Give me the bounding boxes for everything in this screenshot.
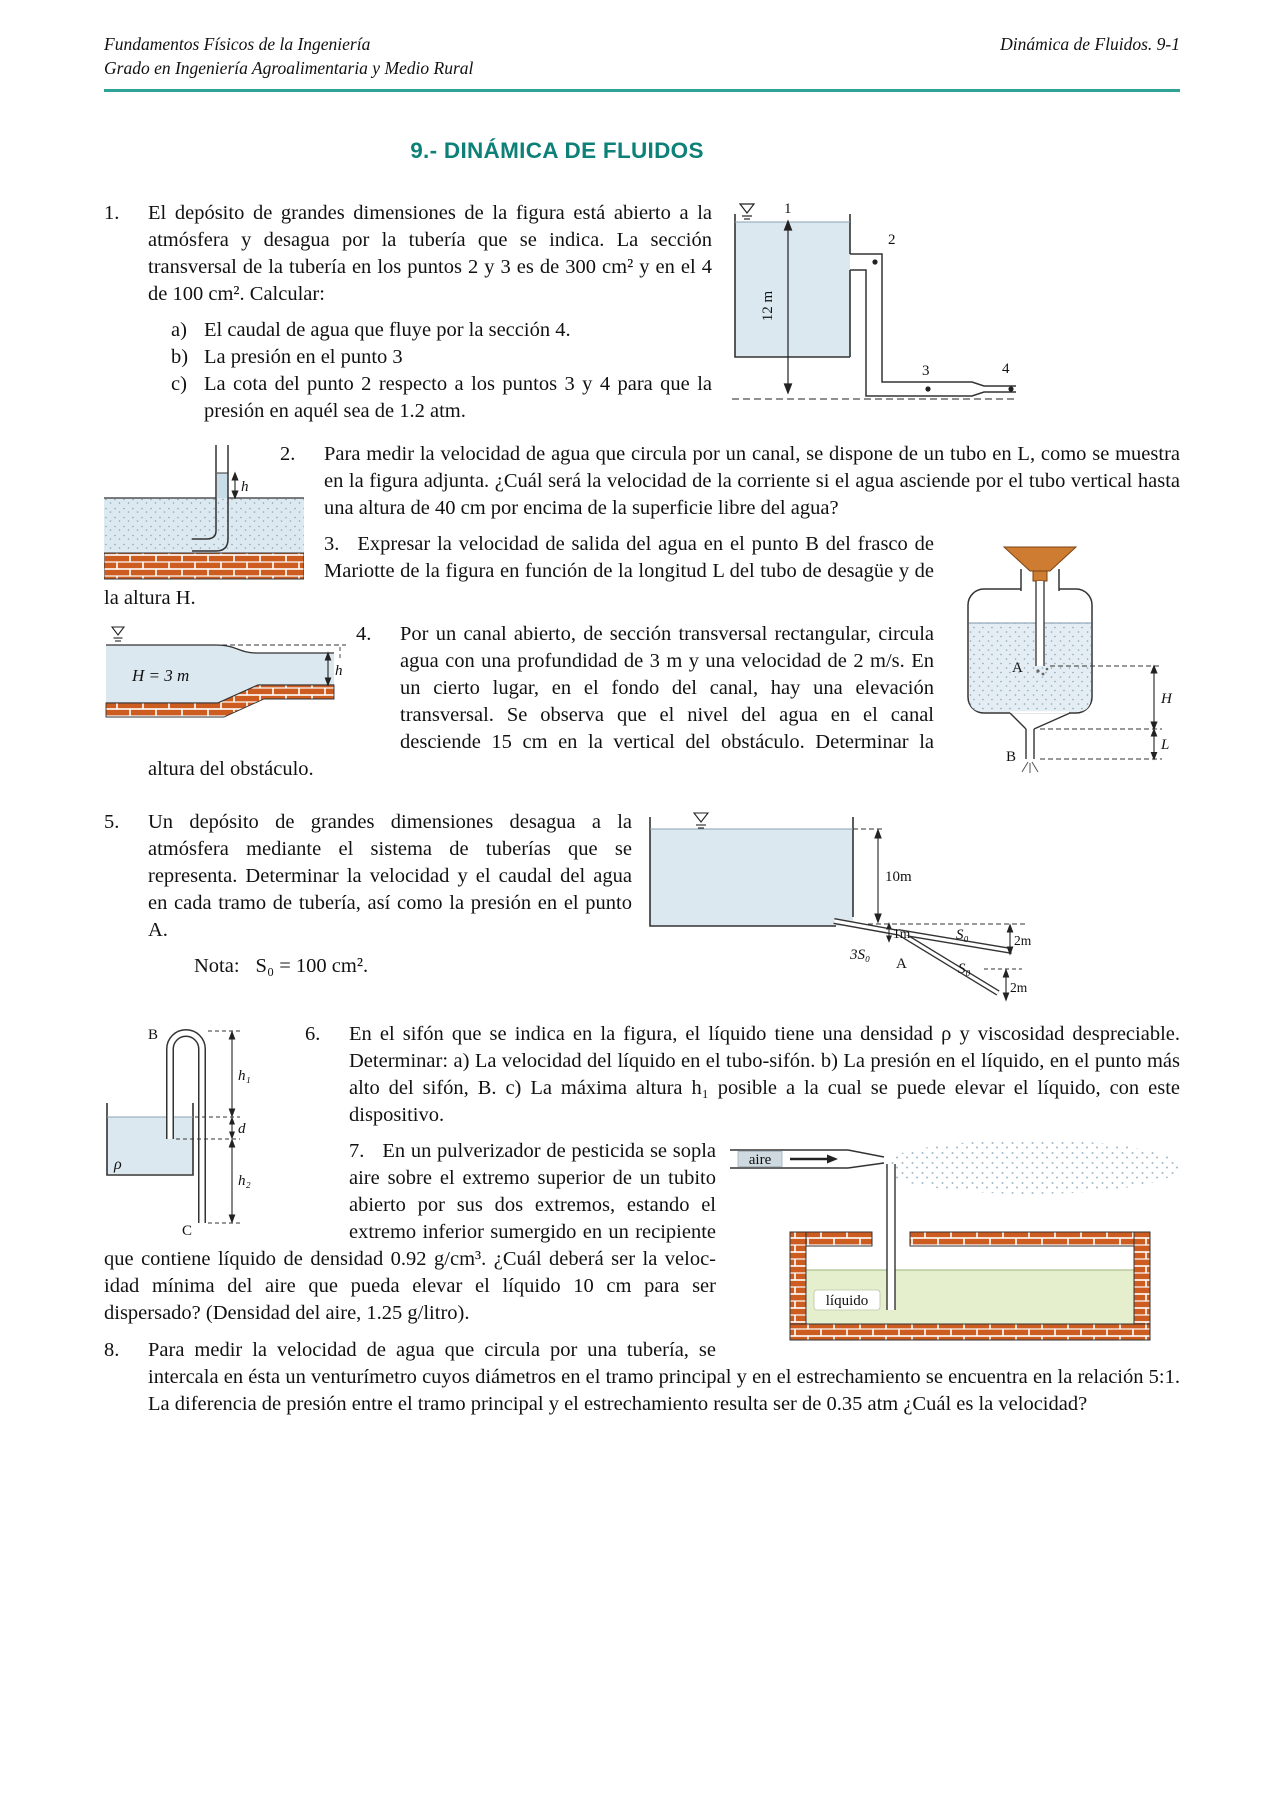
header-left bbox=[104, 32, 473, 80]
problem-3-number: 3. bbox=[324, 533, 340, 556]
outflow-spray bbox=[1022, 762, 1038, 773]
problem-1-text: El depósito de grandes dimensiones de la figura está abierto a la atmósfera y desagua por la tubería que se indica. La sección transversal de la tubería en los puntos 2 y 3 es de 300 cm² y en el 4 de 100 cm². Calcular: bbox=[148, 202, 712, 306]
item-marker: b) bbox=[171, 346, 189, 369]
problem-6-number: 6. bbox=[305, 1023, 321, 1046]
depth-label: H = 3 m bbox=[132, 666, 190, 686]
outlet-tube bbox=[1010, 713, 1070, 759]
tank-water bbox=[650, 829, 853, 926]
figure-p3-mariotte-flask bbox=[950, 531, 1180, 776]
water-level-icon bbox=[112, 627, 124, 641]
water-level-icon bbox=[740, 204, 754, 219]
header-rule bbox=[104, 89, 1180, 92]
h2-label: h₂ bbox=[238, 1173, 251, 1190]
dim-10m-label: 10m bbox=[885, 869, 912, 886]
air-label: aire bbox=[748, 1152, 772, 1169]
density-rho-label: ρ bbox=[114, 1156, 122, 1174]
degree-title: Grado en Ingeniería Agroalimentaria y Medio Rural bbox=[104, 58, 474, 79]
problem-8 bbox=[104, 1337, 1180, 1418]
water-level-icon bbox=[694, 813, 708, 828]
pipeline bbox=[850, 254, 1016, 396]
problem-8-text: Para medir la velocidad de agua que circula por una tubería, se intercala en ésta un venturímetro cuyos diámetros en el tramo principal y en el estrechamiento se encuentra en la relación 5:1. La diferencia de presión entre el tramo principal y el estrechamiento resulta ser de 0.35 atm ¿Cuál es la velocidad? bbox=[148, 1339, 1180, 1416]
point-3-dot bbox=[925, 387, 930, 392]
d-label: d bbox=[238, 1121, 246, 1138]
pipe-s0-upper-label: S₀ bbox=[956, 927, 969, 944]
point-2-dot bbox=[872, 260, 877, 265]
note-text: S₀ = 100 cm². bbox=[255, 955, 369, 978]
length-L-label: L bbox=[1161, 737, 1170, 754]
dim-2m-upper-label: 2m bbox=[1014, 933, 1032, 949]
spray-mist bbox=[880, 1140, 1180, 1194]
h-l-dimension-arrows bbox=[1151, 666, 1157, 759]
point-b-label: B bbox=[148, 1027, 159, 1044]
point-2-label: 2 bbox=[888, 232, 896, 249]
note-label: Nota: bbox=[194, 955, 240, 978]
height-H-label: H bbox=[1161, 691, 1172, 708]
figure-p1-tank-pipeline bbox=[730, 202, 1020, 417]
problems-6-7 bbox=[104, 1021, 1180, 1327]
problem-5 bbox=[104, 809, 1180, 996]
item-marker: a) bbox=[171, 319, 187, 342]
problem-1-number: 1. bbox=[104, 202, 120, 225]
figure-p6-siphon bbox=[104, 1025, 279, 1237]
problem-2-text: Para medir la velocidad de agua que circula por un canal, se dispone de un tubo en L, como se muestra en la figura adjunta. ¿Cuál será la velocidad de la corriente si el agua asciende por el tubo vertical hasta una altura de 40 cm por encima de la superficie libre del agua? bbox=[324, 443, 1180, 520]
dim-2m-upper-arrow bbox=[1007, 925, 1012, 954]
h1-label: h₁ bbox=[238, 1068, 251, 1085]
item-marker: c) bbox=[171, 373, 187, 396]
dim-2m-lower-label: 2m bbox=[1010, 980, 1028, 996]
flask-liquid bbox=[969, 623, 1091, 712]
page-header bbox=[104, 32, 1180, 80]
item-text: La cota del punto 2 respecto a los puntos 3 y 4 para que la presión en aquél sea de 1.2 atm. bbox=[204, 373, 712, 423]
canal-brick-bed bbox=[104, 553, 304, 579]
problem-7-text: En un pulverizador de pesticida se sopla aire sobre el extremo superior de un tubito abierto por sus dos extremos, estando el extremo inferior sumergido en un recipiente que contiene líquido de densidad 0.92 g/cm³. ¿Cuál deberá ser la velocidad mínima del aire que pueda elevar el líquido 10 cm para ser dispersado? (Densidad del aire, 1.25 g/litro). bbox=[104, 1140, 716, 1325]
item-text: La presión en el punto 3 bbox=[204, 346, 403, 369]
problem-5-text: Un depósito de grandes dimensiones desagua a la atmósfera mediante el sistema de tuberías que se representa. Determinar la velocidad y el caudal del agua en cada tramo de tubería, así como la presión en el punto A. bbox=[148, 811, 632, 942]
point-1-label: 1 bbox=[784, 202, 792, 218]
point-3-label: 3 bbox=[922, 363, 930, 380]
problems-2-3-4 bbox=[104, 441, 1180, 783]
course-title: Fundamentos Físicos de la Ingeniería bbox=[104, 34, 371, 54]
h-label: h bbox=[241, 479, 249, 496]
dim-12m-label: 12 m bbox=[760, 291, 776, 322]
figure-p2-canal-l-tube bbox=[104, 443, 304, 585]
problem-5-number: 5. bbox=[104, 811, 120, 834]
item-text: El caudal de agua que fluye por la sección 4. bbox=[204, 319, 571, 342]
problem-8-number: 8. bbox=[104, 1339, 120, 1362]
point-b-label: B bbox=[1006, 749, 1017, 766]
dim-10m-arrow bbox=[875, 830, 881, 922]
point-4-dot bbox=[1008, 387, 1013, 392]
problem-1 bbox=[104, 200, 1180, 425]
problem-3-text: Expresar la velocidad de salida del agua en el punto B del frasco de Mariotte de la figura en función de la longitud L del tubo de desagüe y de la altura H. bbox=[104, 533, 934, 610]
pipe-3s0-label: 3S₀ bbox=[850, 947, 871, 964]
liquid-label: líquido bbox=[825, 1293, 869, 1310]
point-a-label: A bbox=[1012, 660, 1023, 677]
point-c-label: C bbox=[182, 1223, 193, 1238]
figure-p4-canal-obstacle bbox=[104, 625, 354, 737]
page-title: 9.- DINÁMICA DE FLUIDOS bbox=[410, 138, 704, 164]
dim-1m-label: 1m bbox=[893, 926, 911, 942]
funnel bbox=[1004, 547, 1076, 571]
pipe-s0-lower-label: S₀ bbox=[958, 961, 971, 978]
header-right: Dinámica de Fluidos. 9-1 bbox=[1000, 34, 1180, 54]
problem-4-text: Por un canal abierto, de sección transversal rectangular, circula agua con una profundidad de 3 m y una velocidad de 2 m/s. En un cierto lugar, en el fondo del canal, hay una elevación transversal. Se observa que el nivel del agua en el canal desciende 15 cm en la vertical del obstáculo. Determinar la altura del obstáculo. bbox=[148, 623, 934, 781]
problem-2-number: 2. bbox=[280, 443, 296, 466]
problem-6-text: En el sifón que se indica en la figura, el líquido tiene una densidad ρ y viscosidad despreciable. Determinar: a) La velocidad del líquido en el tubo-sifón. b) La presión en el líquido, en el punto más alto del sifón, B. c) La máxima altura h₁ posible a la cual se puede elevar el líquido, con este dispositivo. bbox=[349, 1023, 1180, 1127]
problem-8-paragraph bbox=[104, 1337, 1180, 1418]
canal-water bbox=[104, 498, 304, 553]
h-arrow bbox=[232, 473, 238, 498]
h-label: h bbox=[335, 663, 343, 680]
risen-water-column bbox=[217, 473, 228, 498]
tank-water bbox=[735, 222, 850, 357]
dim-2m-lower-arrow bbox=[1003, 970, 1008, 1000]
point-a-label: A bbox=[896, 956, 907, 973]
figure-p7-sprayer bbox=[730, 1140, 1180, 1345]
point-4-label: 4 bbox=[1002, 361, 1010, 378]
problem-4-number: 4. bbox=[356, 623, 372, 646]
problem-7-number: 7. bbox=[349, 1140, 365, 1163]
dimension-arrows bbox=[229, 1032, 234, 1222]
figure-p5-tank-pipe-system bbox=[648, 811, 1040, 1011]
